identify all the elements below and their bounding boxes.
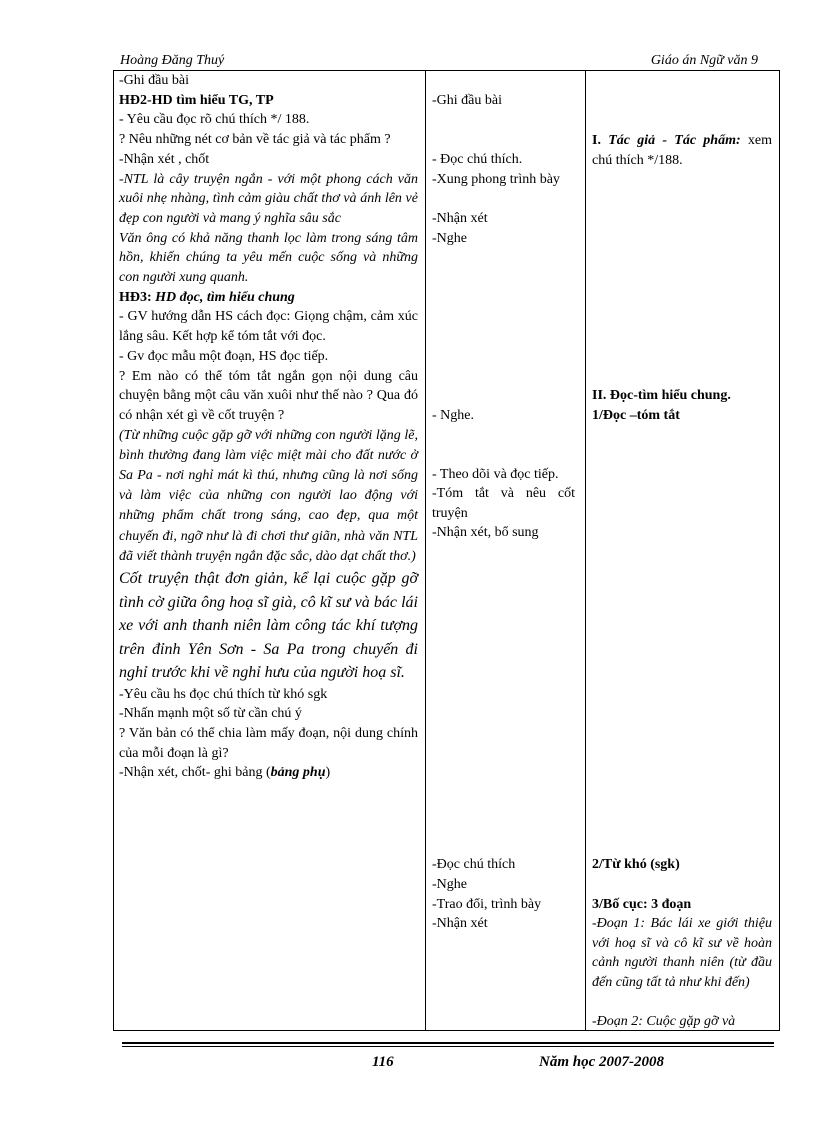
text-line: -Nhấn mạnh một số từ cần chú ý xyxy=(119,706,302,722)
page-number: 116 xyxy=(372,1054,394,1070)
text-line: -Nhận xét xyxy=(432,211,488,226)
section-title: Tác giả - Tác phẩm: xyxy=(608,133,741,148)
text-line: -Ghi đầu bài xyxy=(432,93,502,108)
text-line: -Đọc chú thích xyxy=(432,857,516,872)
text-paragraph: -Xung phong trình bày xyxy=(432,172,560,187)
section-heading: II. Đọc-tìm hiểu chung. xyxy=(592,388,731,403)
header-author: Hoàng Đăng Thuý xyxy=(120,53,225,68)
header-title: Giáo án Ngữ văn 9 xyxy=(650,53,758,68)
text-line: -Nghe xyxy=(432,877,467,892)
text-line: -Nhận xét, bổ sung xyxy=(432,525,539,540)
text-line: - Gv đọc mẫu một đoạn, HS đọc tiếp. xyxy=(119,348,329,364)
column-divider xyxy=(425,71,426,1030)
summary-paragraph: Cốt truyện thật đơn giản, kể lại cuộc gặp gỡ tình cờ giữa ông hoạ sĩ già, cô kĩ sư và bác lái xe với anh thanh niên làm công tác khí tượng trên đỉnh Yên Sơn - Sa Pa trong chuyến đi nghỉ trước khi về nghỉ hưu của người hoạ sĩ. xyxy=(119,570,418,682)
subsection-heading: 1/Đọc –tóm tắt xyxy=(592,408,680,423)
footer-rule xyxy=(122,1042,774,1044)
school-year: Năm học 2007-2008 xyxy=(539,1054,664,1070)
teacher-activity-column xyxy=(119,71,418,783)
column-divider xyxy=(585,71,586,1030)
text-line: -Nhận xét xyxy=(432,916,488,931)
text-suffix: ) xyxy=(325,765,331,781)
note-paragraph: -NTL là cây truyện ngắn - với một phong cách văn xuôi nhẹ nhàng, tình cảm giàu chất thơ và ánh lên vẻ đẹp con người và mang ý nghĩa sâu sắc xyxy=(119,171,418,226)
text-line: -Ghi đầu bài xyxy=(119,73,189,88)
subsection-heading: 3/Bố cục: 3 đoạn xyxy=(592,897,692,912)
text-line: -Nghe xyxy=(432,231,467,246)
subsection-heading: 2/Từ khó (sgk) xyxy=(592,857,680,872)
question: ? Văn bản có thể chia làm mấy đoạn, nội dung chính của mỗi đoạn là gì? xyxy=(119,725,418,761)
activity-heading: HĐ2-HD tìm hiểu TG, TP xyxy=(119,92,274,108)
section-text: xem chú thích */188. xyxy=(592,133,772,168)
outline-item: -Đoạn 2: Cuộc gặp gỡ và xyxy=(592,1014,736,1029)
section-number: I. xyxy=(592,133,609,148)
text-line: - Theo dõi và đọc tiếp. xyxy=(432,467,559,482)
note-paragraph: (Từ những cuộc gặp gỡ với những con người lặng lẽ, bình thường đang làm việc miệt mài cho đất nước ở Sa Pa - nơi nghỉ mát kì thú, nhưng cũng là nơi sống và làm việc của những con người lao động với những phẩm chất trong sáng, cao đẹp, qua một chuyến đi, ngỡ như là đi chơi thư giãn, nhà văn NTL đã viết thành truyện ngắn đặc sắc, dào dạt chất thơ.) xyxy=(119,427,418,564)
bold-text: bảng phụ xyxy=(270,765,326,781)
section-heading xyxy=(592,131,772,170)
text-line xyxy=(119,763,418,783)
question: ? Em nào có thể tóm tắt ngắn gọn nội dung câu chuyện bằng một câu văn xuôi như thế nào ? Qua đó có nhận xét gì về cốt truyện ? xyxy=(119,368,418,423)
outline-item: -Đoạn 1: Bác lái xe giới thiệu với hoạ sĩ và cô kĩ sư về hoàn cảnh người thanh niên (từ đầu đến cũng tất tả như khi đến) xyxy=(592,916,772,991)
question: ? Nêu những nét cơ bản về tác giả và tác phẩm ? xyxy=(119,132,391,148)
heading-text: HD đọc, tìm hiểu chung xyxy=(155,289,295,305)
text-line: - Nghe. xyxy=(432,408,474,423)
footer-rule xyxy=(122,1046,774,1047)
text-paragraph: -Tóm tắt và nêu cốt truyện xyxy=(432,486,575,521)
text-prefix: -Nhận xét, chốt- ghi bảng ( xyxy=(119,765,271,781)
text-line: - Đọc chú thích. xyxy=(432,152,523,167)
activity-heading xyxy=(119,288,418,308)
text-paragraph: - GV hướng dẫn HS cách đọc: Giọng chậm, cảm xúc lắng sâu. Kết hợp kể tóm tắt với đọc. xyxy=(119,309,418,345)
heading-prefix: HĐ3: xyxy=(119,289,156,305)
lesson-table xyxy=(113,71,780,1031)
text-line: -Yêu cầu hs đọc chú thích từ khó sgk xyxy=(119,686,328,702)
note-paragraph: Văn ông có khả năng thanh lọc làm trong sáng tâm hồn, khiến chúng ta yêu mến cuộc sống và những con người xung quanh. xyxy=(119,230,418,286)
text-line: -Nhận xét , chốt xyxy=(119,151,210,167)
text-line: -Trao đổi, trình bày xyxy=(432,897,542,912)
text-line: - Yêu cầu đọc rõ chú thích */ 188. xyxy=(119,112,310,128)
